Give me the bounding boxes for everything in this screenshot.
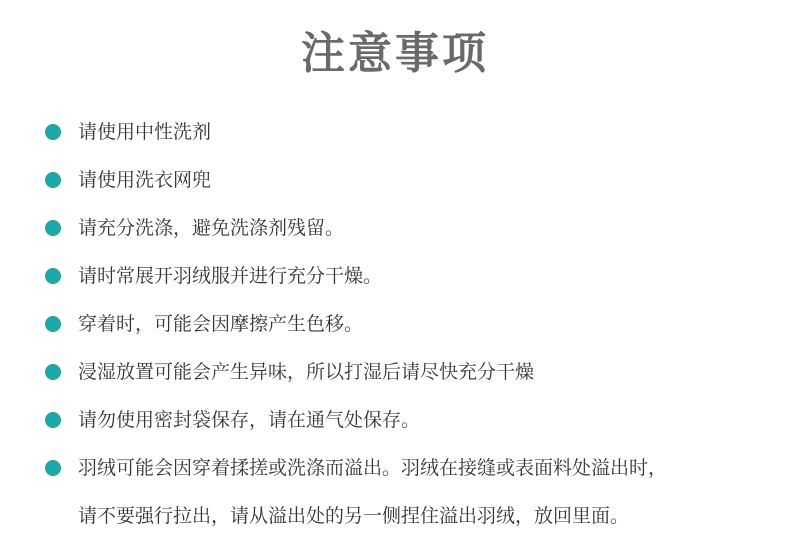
list-item-text: 请充分洗涤，避免洗涤剂残留。 bbox=[78, 217, 345, 239]
list-item bbox=[0, 252, 790, 300]
list-item-text: 请时常展开羽绒服并进行充分干燥。 bbox=[78, 265, 383, 287]
list-item-text-line-2: 请不要强行拉出，请从溢出处的另一侧捏住溢出羽绒，放回里面。 bbox=[78, 505, 630, 527]
list-item bbox=[0, 348, 790, 396]
list-item bbox=[0, 300, 790, 348]
bullet-dot-icon bbox=[45, 124, 61, 140]
bullet-dot-icon bbox=[45, 268, 61, 284]
bullet-dot-icon bbox=[45, 172, 61, 188]
list-item-text-line-1: 羽绒可能会因穿着揉搓或洗涤而溢出。羽绒在接缝或表面料处溢出时， bbox=[78, 457, 668, 479]
page-title: 注意事项 bbox=[301, 28, 489, 79]
list-item bbox=[0, 444, 790, 540]
list-item-text: 请勿使用密封袋保存，请在通气处保存。 bbox=[78, 409, 421, 431]
notice-list bbox=[0, 108, 790, 540]
list-item bbox=[0, 108, 790, 156]
list-item bbox=[0, 156, 790, 204]
bullet-dot-icon bbox=[45, 220, 61, 236]
bullet-dot-icon bbox=[45, 364, 61, 380]
bullet-dot-icon bbox=[45, 412, 61, 428]
list-item-text: 请使用洗衣网兜 bbox=[78, 169, 212, 191]
list-item bbox=[0, 396, 790, 444]
list-item bbox=[0, 204, 790, 252]
list-item-text: 穿着时，可能会因摩擦产生色移。 bbox=[78, 313, 364, 335]
bullet-dot-icon bbox=[45, 460, 61, 476]
list-item-text: 浸湿放置可能会产生异味，所以打湿后请尽快充分干燥 bbox=[78, 361, 535, 383]
list-item-text: 请使用中性洗剂 bbox=[78, 121, 212, 143]
bullet-dot-icon bbox=[45, 316, 61, 332]
